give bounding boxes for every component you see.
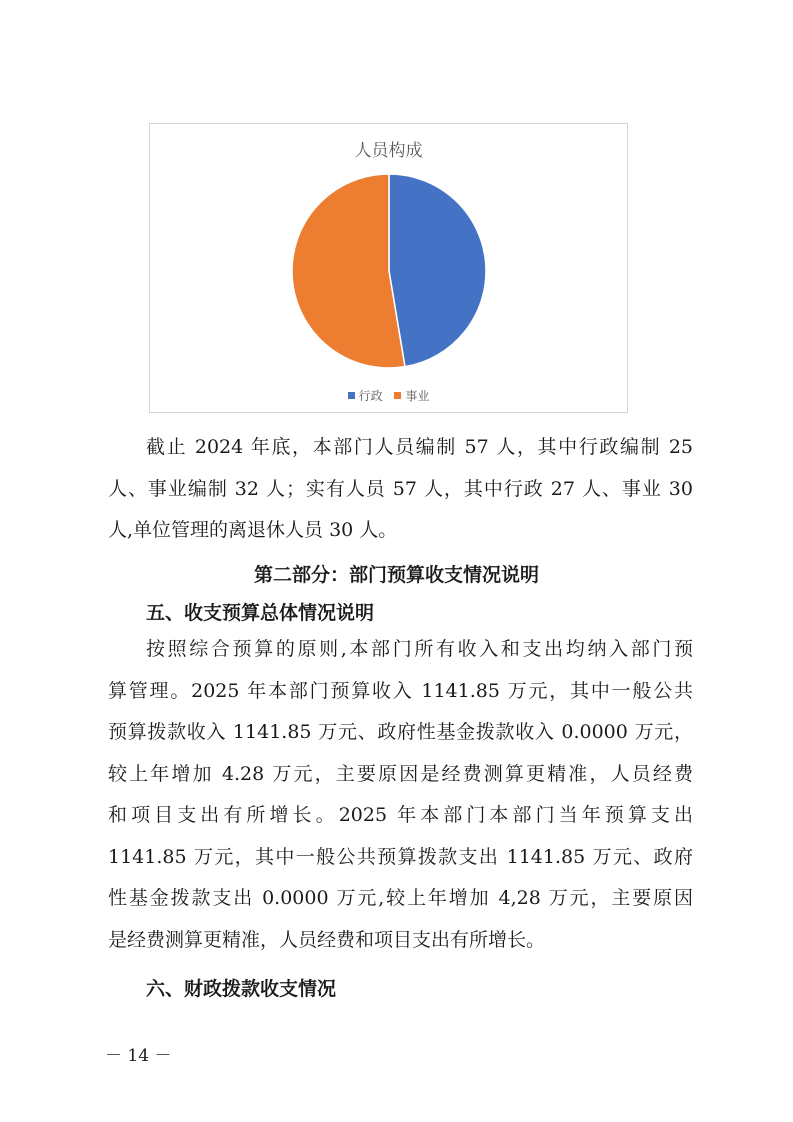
paragraph-line: 1141.85 万元，其中一般公共预算拨款支出 1141.85 万元、政府 xyxy=(108,845,693,868)
paragraph-line: 截止 2024 年底，本部门人员编制 57 人，其中行政编制 25 xyxy=(146,436,693,458)
paragraph-line: 和项目支出有所增长。2025 年本部门本部门当年预算支出 xyxy=(108,804,693,826)
paragraph-line: 按照综合预算的原则,本部门所有收入和支出均纳入部门预 xyxy=(146,638,693,660)
chart-title: 人员构成 xyxy=(354,141,423,161)
paragraph-line: 性基金拨款支出 0.0000 万元,较上年增加 4,28 万元，主要原因 xyxy=(108,887,693,909)
section-six-heading: 六、财政拨款收支情况 xyxy=(146,978,337,1000)
legend-label-shiye: 事业 xyxy=(405,389,430,403)
paragraph-line: 较上年增加 4.28 万元，主要原因是经费测算更精准，人员经费 xyxy=(108,762,693,785)
part-two-title: 第二部分：部门预算收支情况说明 xyxy=(253,564,539,586)
legend-item-xingzheng xyxy=(348,387,383,404)
staffing-paragraph xyxy=(108,427,693,552)
pie-slice-xingzheng xyxy=(389,174,486,367)
paragraph-line: 算管理。2025 年本部门预算收入 1141.85 万元，其中一般公共 xyxy=(108,679,693,702)
section-five-heading: 五、收支预算总体情况说明 xyxy=(146,602,375,624)
paragraph-line: 人,单位管理的离退休人员 30 人。 xyxy=(108,519,398,541)
section-five-paragraph xyxy=(108,629,693,961)
paragraph-line: 预算拨款收入 1141.85 万元、政府性基金拨款收入 0.0000 万元， xyxy=(108,721,693,743)
legend-item-shiye xyxy=(394,387,429,404)
legend-label-xingzheng: 行政 xyxy=(358,389,383,403)
pie-slice-shiye xyxy=(292,174,405,368)
page-number: － 14 － xyxy=(105,1046,172,1066)
legend-swatch-shiye xyxy=(394,392,401,399)
paragraph-line: 是经费测算更精准，人员经费和项目支出有所增长。 xyxy=(108,928,546,951)
pie-chart xyxy=(150,124,627,412)
legend-swatch-xingzheng xyxy=(348,392,355,399)
paragraph-line: 人、事业编制 32 人；实有人员 57 人，其中行政 27 人、事业 30 xyxy=(108,477,693,500)
chart-legend xyxy=(150,387,627,404)
pie-chart-container xyxy=(149,123,628,413)
